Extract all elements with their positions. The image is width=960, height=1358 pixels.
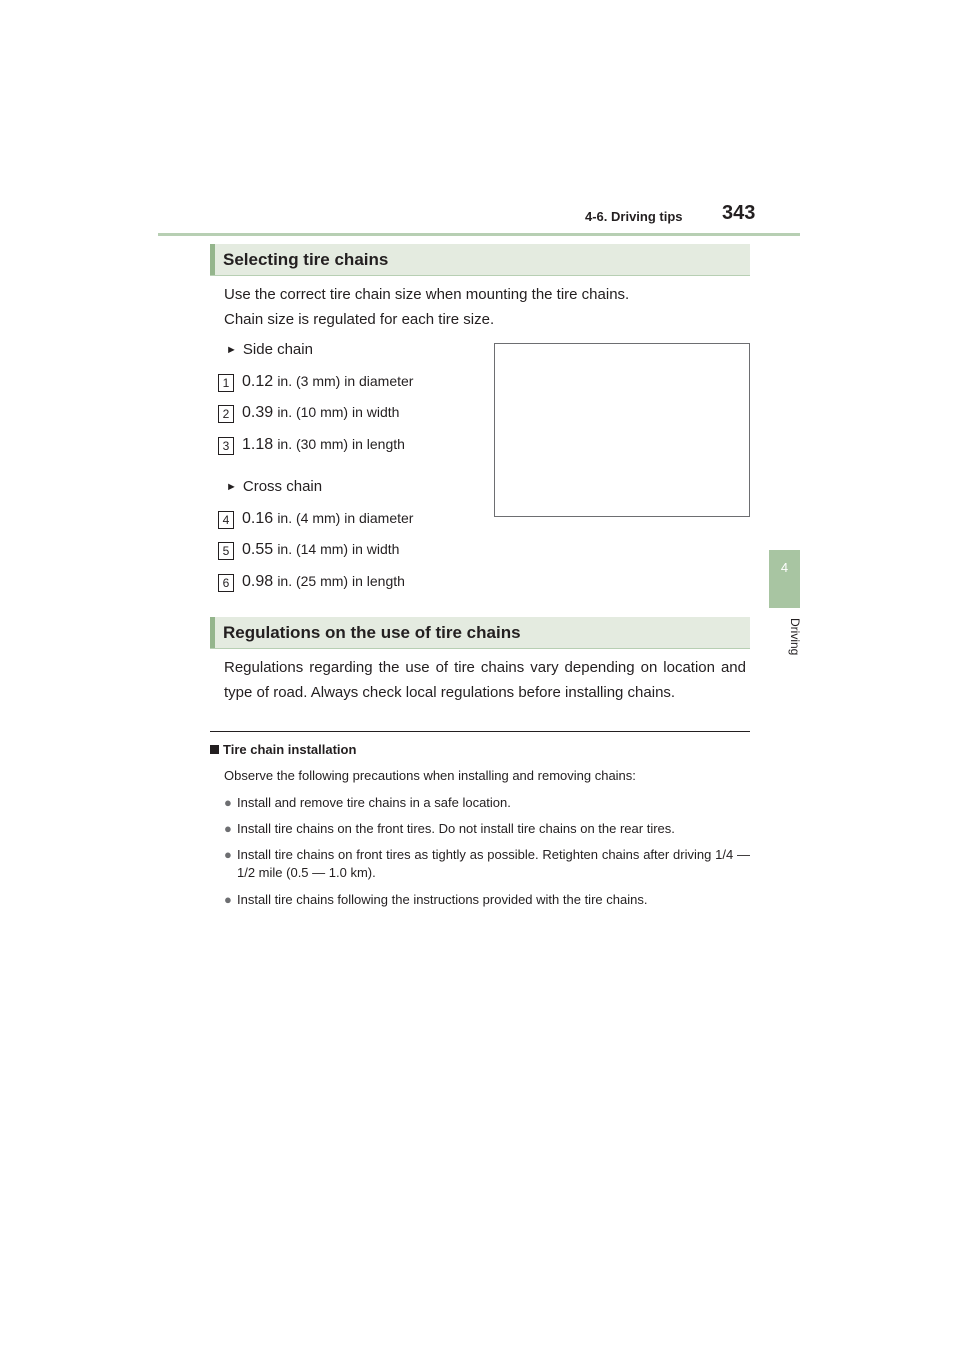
list-item: [224, 891, 750, 909]
callout-number: 3: [218, 437, 234, 455]
spec-detail: in. (25 mm) in length: [277, 573, 405, 589]
list-item: [224, 794, 750, 812]
notes-intro: Observe the following precautions when installing and removing chains:: [224, 768, 636, 783]
section-title: Regulations on the use of tire chains: [223, 623, 521, 642]
section-heading-regulations: [210, 617, 750, 649]
notes-heading: [210, 742, 356, 757]
notes-title: Tire chain installation: [223, 742, 357, 757]
bullet-dot-icon: ●: [224, 821, 232, 836]
spec-value: 0.55: [242, 541, 274, 558]
triangle-bullet-icon: ►: [226, 481, 237, 493]
callout-number: 5: [218, 542, 234, 560]
spec-value: 0.98: [242, 573, 274, 590]
cross-chain-heading: [226, 478, 322, 495]
intro-line-2: Chain size is regulated for each tire size.: [224, 311, 495, 328]
list-item-text: Install and remove tire chains in a safe location.: [237, 795, 511, 810]
bullet-dot-icon: ●: [224, 847, 232, 862]
spec-value: 0.12: [242, 373, 274, 390]
section-heading-selecting-tire-chains: [210, 244, 750, 276]
spec-value: 0.16: [242, 510, 274, 527]
chapter-label: Driving: [788, 618, 802, 656]
spec-detail: in. (14 mm) in width: [277, 541, 400, 557]
section-label: 4-6. Driving tips: [585, 209, 683, 224]
spec-detail: in. (10 mm) in width: [277, 404, 400, 420]
spec-value: 0.39: [242, 404, 274, 421]
spec-text: [242, 404, 399, 422]
spec-text: [242, 436, 405, 454]
header-divider: [158, 233, 800, 236]
spec-text: [242, 573, 405, 591]
spec-text: [242, 510, 413, 528]
regulations-text: Regulations regarding the use of tire chains vary depending on location and type of road. Always check local regulations before installing chains.: [224, 659, 746, 701]
list-item-text: Install tire chains on the front tires. Do not install tire chains on the rear tires.: [237, 821, 675, 836]
spec-text: [242, 373, 413, 391]
notes-divider: [210, 731, 750, 732]
tire-chain-illustration: [494, 343, 750, 517]
chapter-tab: [769, 550, 800, 608]
triangle-bullet-icon: ►: [226, 344, 237, 356]
spec-detail: in. (30 mm) in length: [277, 436, 405, 452]
page-number: 343: [722, 202, 756, 224]
list-item: [224, 846, 750, 882]
bullet-dot-icon: ●: [224, 795, 232, 810]
list-item: [224, 820, 750, 838]
callout-number: 4: [218, 511, 234, 529]
side-chain-label: Side chain: [242, 341, 313, 358]
chapter-number: 4: [780, 560, 789, 575]
bullet-dot-icon: ●: [224, 892, 232, 907]
square-bullet-icon: [210, 745, 219, 754]
spec-value: 1.18: [242, 436, 274, 453]
callout-number: 6: [218, 574, 234, 592]
list-item-text: Install tire chains on front tires as tightly as possible. Retighten chains after driving 1/4 — 1/2 mile (0.5 — 1.0 km).: [237, 847, 750, 880]
callout-number: 1: [218, 374, 234, 392]
callout-number: 2: [218, 405, 234, 423]
spec-text: [242, 541, 399, 559]
section-title: Selecting tire chains: [223, 250, 389, 269]
intro-line-1: Use the correct tire chain size when mounting the tire chains.: [224, 286, 630, 303]
cross-chain-label: Cross chain: [242, 478, 323, 495]
spec-detail: in. (4 mm) in diameter: [277, 510, 414, 526]
side-chain-heading: [226, 341, 313, 358]
spec-detail: in. (3 mm) in diameter: [277, 373, 414, 389]
list-item-text: Install tire chains following the instructions provided with the tire chains.: [237, 892, 648, 907]
